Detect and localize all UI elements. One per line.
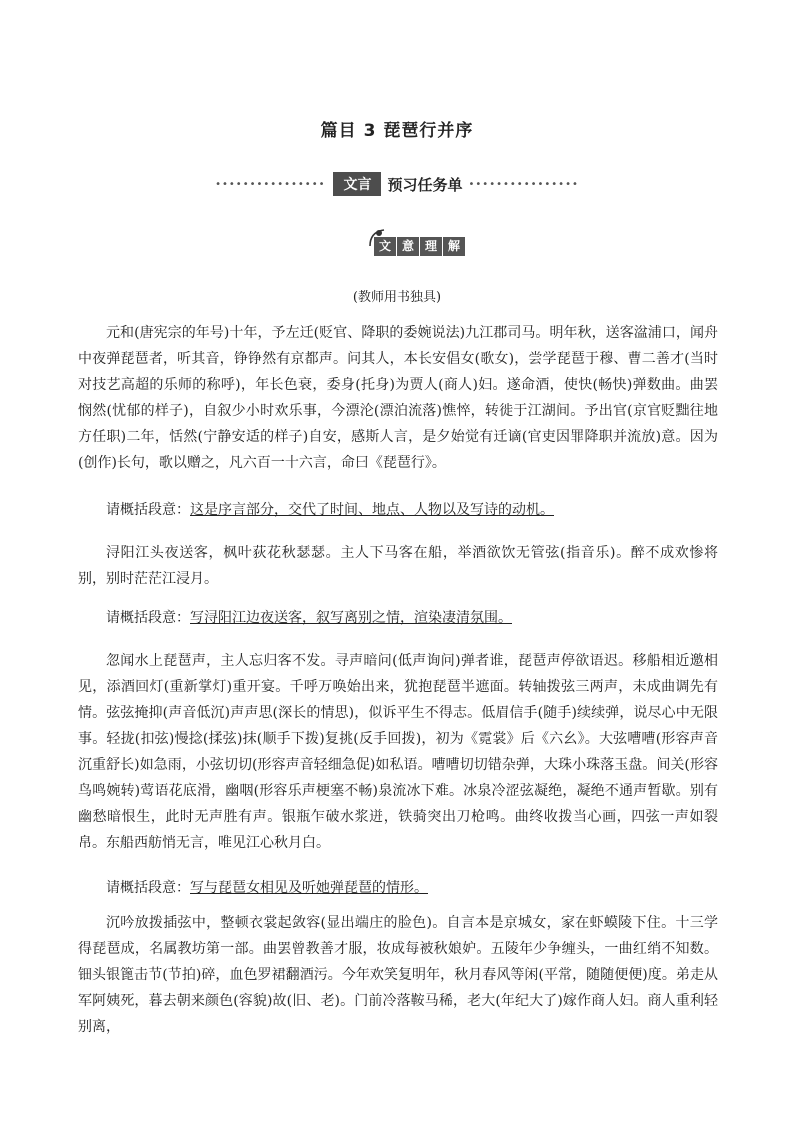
banner-tag: 文言 xyxy=(333,172,381,196)
banner-dots-right: •••••••••••••••• xyxy=(468,178,579,190)
teacher-note: (教师用书独具) xyxy=(352,290,442,305)
summary-1 xyxy=(106,500,554,520)
summary-answer: 写与琵琶女相见及听她弹琵琶的情形。 xyxy=(190,880,428,896)
summary-answer: 这是序言部分，交代了时间、地点、人物以及写诗的动机。 xyxy=(190,502,554,518)
banner-text: 预习任务单 xyxy=(387,175,463,194)
badge-label xyxy=(374,237,466,256)
badge-char: 意 xyxy=(397,237,419,256)
badge-char: 解 xyxy=(443,237,465,256)
paragraph-3: 忽闻水上琵琶声，主人忘归客不发。寻声暗问(低声询问)弹者谁，琵琶声停欲语迟。移船相近邀相见，添酒回灯(重新掌灯)重开宴。千呼万唤始出来，犹抱琵琶半遮面。转轴拨弦三两声，未成曲调先有情。弦弦掩抑(声音低沉)声声思(深长的情思)，似诉平生不得志。低眉信手(随手)续续弹，说尽心中无限事。轻拢(扣弦)慢捻(揉弦)抹(顺手下拨)复挑(反手回拨)，初为《霓裳》后《六幺》。大弦嘈嘈(形容声音沉重舒长)如急雨，小弦切切(形容声音轻细急促)如私语。嘈嘈切切错杂弹，大珠小珠落玉盘。间关(形容鸟鸣婉转)莺语花底滑，幽咽(形容乐声梗塞不畅)泉流冰下难。冰泉冷涩弦凝绝，凝绝不通声暂歇。别有幽愁暗恨生，此时无声胜有声。银瓶乍破水浆迸，铁骑突出刀枪鸣。曲终收拨当心画，四弦一声如裂帛。东船西舫悄无言，唯见江心秋月白。 xyxy=(78,653,718,851)
summary-prompt: 请概括段意： xyxy=(106,502,190,518)
section-banner xyxy=(0,172,794,196)
banner-dots-left: •••••••••••••••• xyxy=(215,178,326,190)
summary-2 xyxy=(106,608,512,628)
paragraph-2: 浔阳江头夜送客，枫叶荻花秋瑟瑟。主人下马客在船，举酒欲饮无管弦(指音乐)。醉不成欢惨将别，别时茫茫江浸月。 xyxy=(78,545,718,587)
summary-prompt: 请概括段意： xyxy=(106,880,190,896)
page-title: 篇目 3 琵琶行并序 xyxy=(320,121,474,141)
section-badge xyxy=(368,228,464,258)
badge-char: 理 xyxy=(420,237,442,256)
paragraph-4: 沉吟放拨插弦中，整顿衣裳起敛容(显出端庄的脸色)。自言本是京城女，家在虾蟆陵下住。十三学得琵琶成，名属教坊第一部。曲罢曾教善才服，妆成每被秋娘妒。五陵年少争缠头，一曲红绡不知数。钿头银篦击节(节拍)碎，血色罗裙翻酒污。今年欢笑复明年，秋月春风等闲(平常，随随便便)度。弟走从军阿姨死，暮去朝来颜色(容貌)故(旧、老)。门前冷落鞍马稀，老大(年纪大了)嫁作商人妇。商人重利轻别离， xyxy=(78,915,718,1035)
summary-answer: 写浔阳江边夜送客，叙写离别之情，渲染凄清氛围。 xyxy=(190,610,512,626)
summary-prompt: 请概括段意： xyxy=(106,610,190,626)
paragraph-preface: 元和(唐宪宗的年号)十年，予左迁(贬官、降职的委婉说法)九江郡司马。明年秋，送客湓浦口，闻舟中夜弹琵琶者，听其音，铮铮然有京都声。问其人，本长安倡女(歌女)，尝学琵琶于穆、曹二善才(当时对技艺高超的乐师的称呼)，年长色衰，委身(托身)为贾人(商人)妇。遂命酒，使快(畅快)弹数曲。曲罢悯然(忧郁的样子)，自叙少小时欢乐事，今漂沦(漂泊流落)憔悴，转徙于江湖间。予出官(京官贬黜往地方任职)二年，恬然(宁静安适的样子)自安，感斯人言，是夕始觉有迁谪(官吏因罪降职并流放)意。因为(创作)长句，歌以赠之，凡六百一十六言，命曰《琵琶行》。 xyxy=(78,325,718,471)
badge-char: 文 xyxy=(374,237,396,256)
summary-3 xyxy=(106,878,428,898)
